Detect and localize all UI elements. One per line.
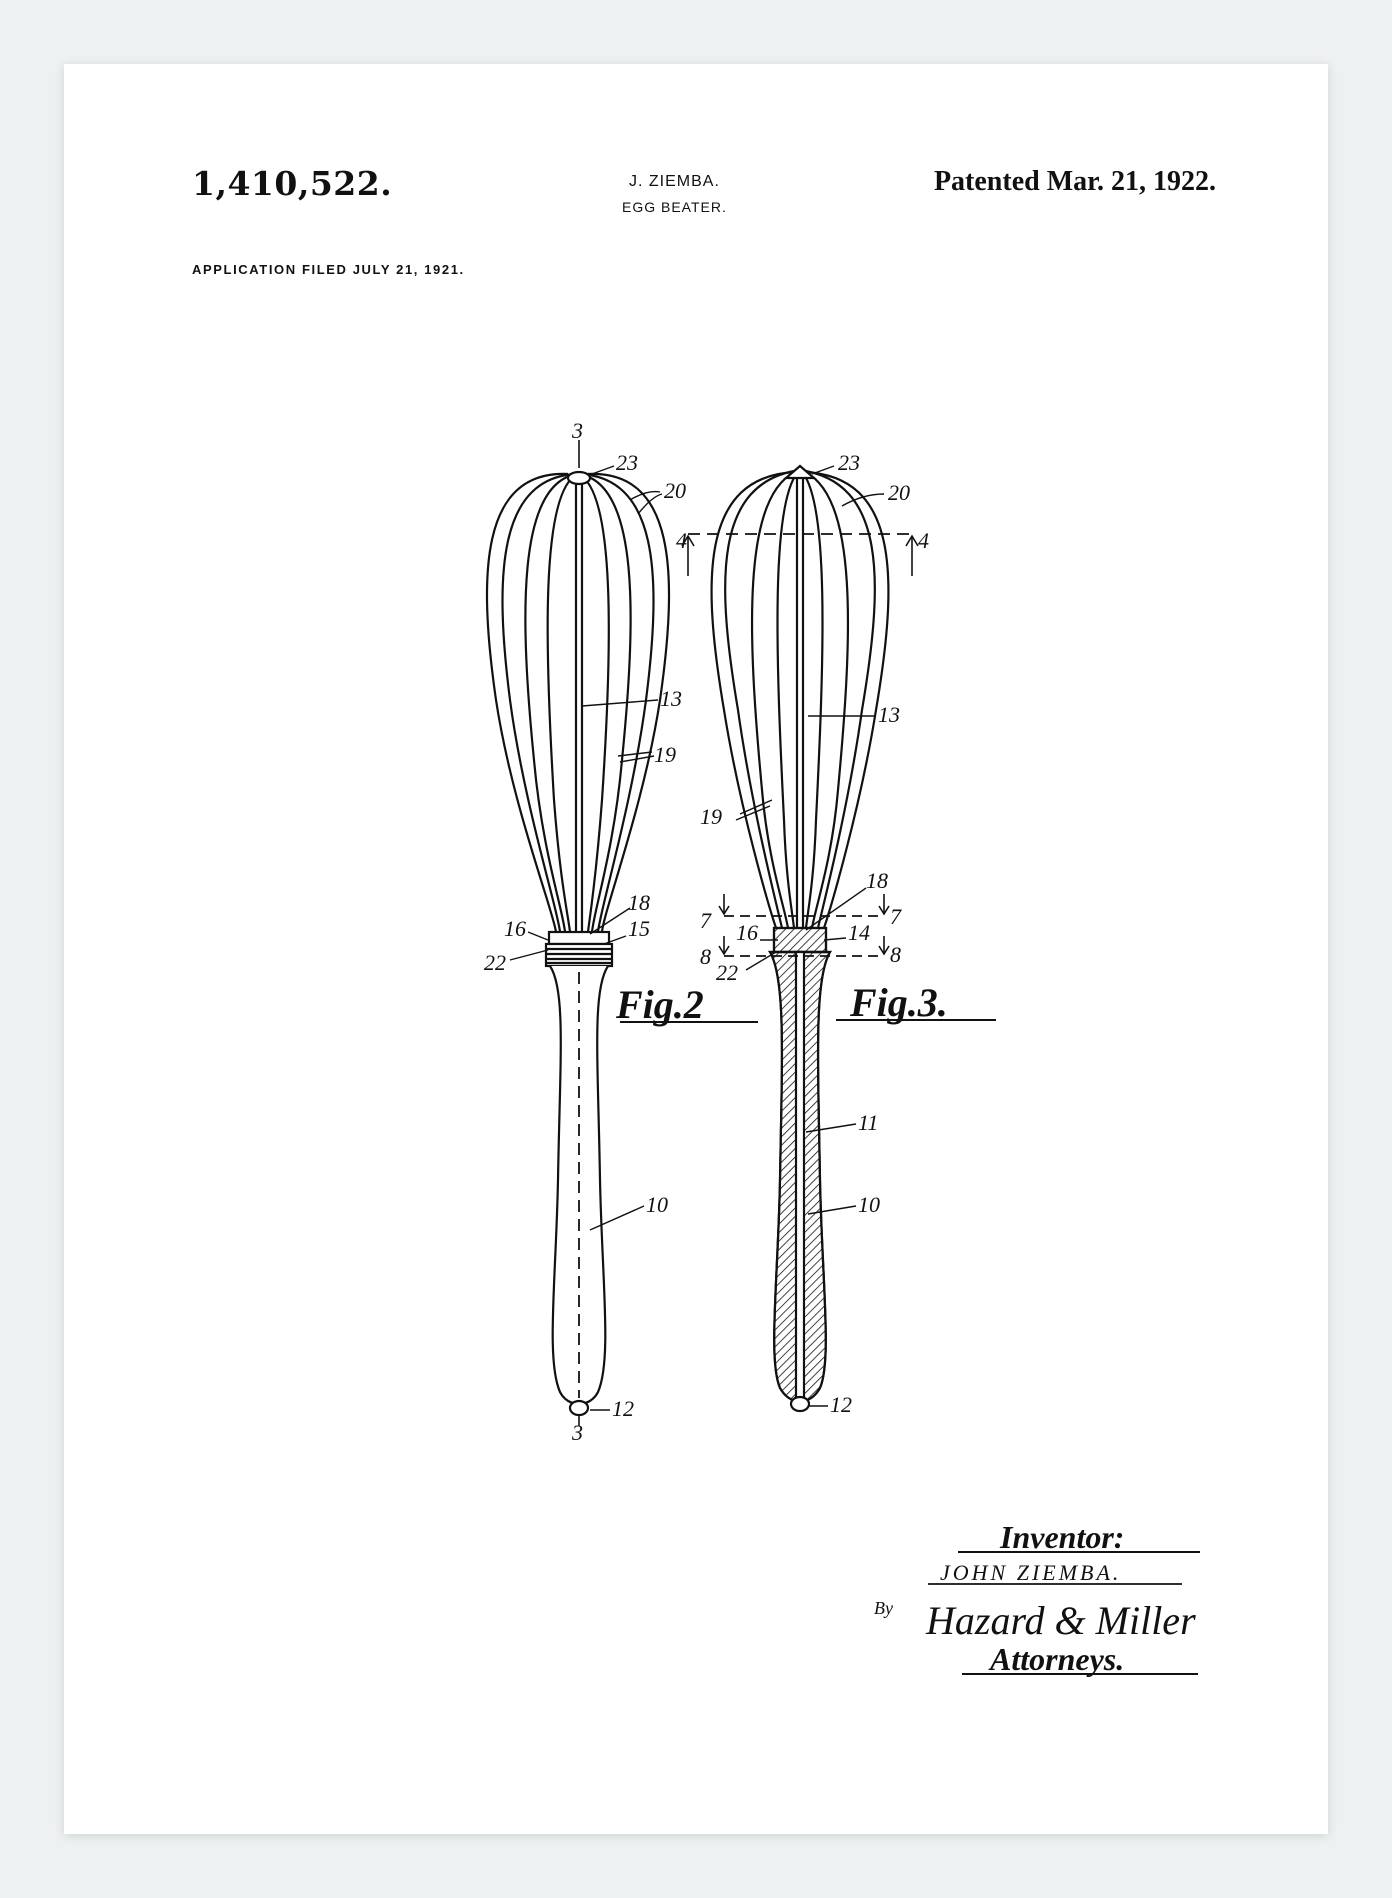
by-label: By bbox=[874, 1598, 893, 1618]
application-filed: APPLICATION FILED JULY 21, 1921. bbox=[192, 262, 465, 277]
fig2-ref-23: 23 bbox=[616, 450, 638, 475]
fig2-ref-10: 10 bbox=[646, 1192, 668, 1217]
fig3-section-4-left: 4 bbox=[676, 528, 687, 553]
signature-block bbox=[874, 1519, 1200, 1677]
figure-3-whisk bbox=[682, 466, 996, 1411]
patent-date: Patented Mar. 21, 1922. bbox=[933, 166, 1216, 197]
fig3-ref-13: 13 bbox=[878, 702, 900, 727]
fig2-section-3-bottom: 3 bbox=[572, 1420, 583, 1445]
attorneys-label: Attorneys. bbox=[990, 1641, 1125, 1677]
fig3-ref-19: 19 bbox=[700, 804, 722, 829]
inventor-heading-label: Inventor: bbox=[1000, 1519, 1125, 1555]
fig2-ref-20: 20 bbox=[664, 478, 686, 503]
fig3-section-7-left: 7 bbox=[700, 908, 711, 933]
patent-number: 1,410,522. bbox=[192, 164, 393, 203]
fig3-caption: Fig.3. bbox=[850, 980, 948, 1025]
attorney-firm-signature: Hazard & Miller bbox=[926, 1598, 1196, 1643]
fig3-section-7-right: 7 bbox=[890, 904, 901, 929]
fig2-ref-15: 15 bbox=[628, 916, 650, 941]
fig2-ref-18: 18 bbox=[628, 890, 650, 915]
fig3-section-8-right: 8 bbox=[890, 942, 901, 967]
fig2-caption: Fig.2 bbox=[616, 982, 704, 1027]
fig3-section-4-right: 4 bbox=[918, 528, 929, 553]
fig3-ref-11: 11 bbox=[858, 1110, 879, 1135]
fig3-ref-12: 12 bbox=[830, 1392, 852, 1417]
fig3-section-8-left: 8 bbox=[700, 944, 711, 969]
fig3-ref-10: 10 bbox=[858, 1192, 880, 1217]
fig2-ref-13: 13 bbox=[660, 686, 682, 711]
fig3-ref-18: 18 bbox=[866, 868, 888, 893]
fig2-ref-12: 12 bbox=[612, 1396, 634, 1421]
inventor-surname: J. ZIEMBA. bbox=[628, 173, 720, 190]
fig2-section-3-top: 3 bbox=[572, 418, 583, 443]
fig3-ref-23: 23 bbox=[838, 450, 860, 475]
fig3-ref-14: 14 bbox=[848, 920, 870, 945]
fig2-ref-16: 16 bbox=[504, 916, 526, 941]
fig3-ref-22: 22 bbox=[716, 960, 738, 985]
inventor-name: JOHN ZIEMBA. bbox=[940, 1560, 1122, 1585]
figure-2-whisk bbox=[487, 440, 758, 1426]
fig3-ref-16: 16 bbox=[736, 920, 758, 945]
fig2-ref-19: 19 bbox=[654, 742, 676, 767]
invention-title: EGG BEATER. bbox=[622, 199, 727, 215]
fig2-ref-22: 22 bbox=[484, 950, 506, 975]
fig3-ref-20: 20 bbox=[888, 480, 910, 505]
